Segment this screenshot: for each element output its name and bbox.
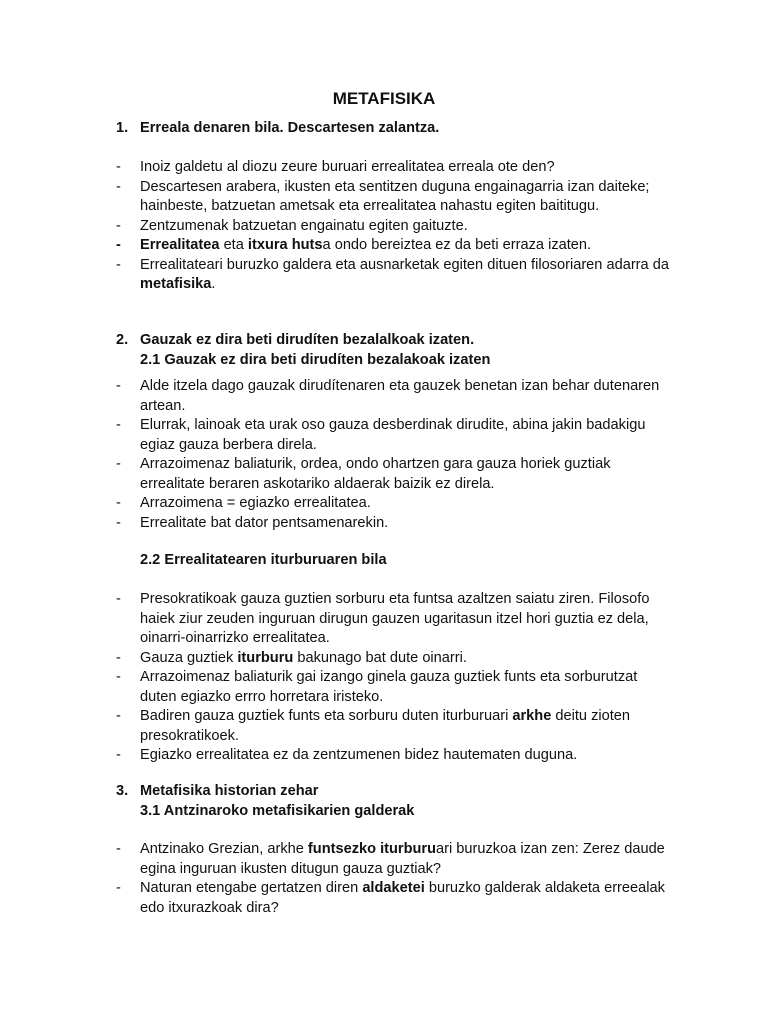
bullet: - [116,237,121,253]
list-item: - Arrazoimenaz baliaturik, ordea, ondo ohartzen gara gauza horiek guztiak errealitate beraren askotariko aldaerak baizik ez direla. [116,455,676,494]
bullet: - [116,495,121,511]
list-item: - Egiazko errealitatea ez da zentzumenen bidez hautematen duguna. [116,746,676,766]
list-item: - Arrazoimena = egiazko errealitatea. [116,494,676,514]
section-number: 3. [116,783,129,799]
list-item: - Elurrak, lainoak eta urak oso gauza desberdinak dirudite, abina jakin badakigu egiaz gauza berbera direla. [116,416,676,455]
section-1-heading [116,119,676,139]
section-1 [116,119,676,139]
section-3-heading [116,782,676,802]
bullet: - [116,256,121,273]
subsection-3-1-heading: 3.1 Antzinaroko metafisikarien galderak [140,802,415,819]
list-item: - Zentzumenak batzuetan engainatu egiten gaituzte. [116,217,676,237]
section-number: 1. [116,120,129,136]
bullet: - [116,514,121,531]
bullet: - [116,378,121,394]
document-title: METAFISIKA [332,89,436,108]
section-2-heading [116,331,676,351]
bullet: - [116,747,121,763]
bullet: - [116,880,121,896]
section-3 [116,782,676,821]
subsection-2-2 [116,551,676,571]
section-2-2-list [116,590,676,766]
bullet: - [116,841,121,857]
list-item: - Badiren gauza guztiek funts eta sorburu duten iturburuari arkhe deitu zioten presokratikoek. [116,707,676,746]
bullet: - [116,591,121,607]
bullet: - [116,456,121,472]
section-2-1-list [116,377,676,533]
list-item: - Gauza guztiek iturburu bakunago bat dute oinarri. [116,649,676,669]
bullet: - [116,417,121,433]
section-title: Gauzak ez dira beti dirudíten bezalalkoak izaten. [140,332,475,348]
section-title: Erreala denaren bila. Descartesen zalantza. [140,120,440,136]
section-2 [116,331,676,370]
list-item: - Errealitatea eta itxura hutsa ondo bereiztea ez da beti erraza izaten. [116,236,676,256]
list-item: - Errealitateari buruzko galdera eta ausnarketak egiten dituen filosoriaren adarra da metafisika. [116,256,676,295]
bullet: - [116,649,121,666]
subsection-2-2-heading: 2.2 Errealitatearen iturburuaren bila [140,552,387,568]
bullet: - [116,178,121,195]
bullet: - [116,708,121,724]
list-item: - Antzinako Grezian, arkhe funtsezko iturburuari buruzkoa izan zen: Zerez daude egina inguruan ikusten ditugun gauza guztiak? [116,840,676,879]
bullet: - [116,669,121,685]
list-item: - Arrazoimenaz baliaturik gai izango ginela gauza guztiek funts eta sorburutzat duten egiazko errro horretara iristeko. [116,668,676,707]
section-title: Metafisika historian zehar [140,783,319,799]
list-item: - Descartesen arabera, ikusten eta sentitzen duguna engainagarria izan daiteke; hainbeste, batzuetan ametsak eta errealitatea nahastu egiten baititugu. [116,178,676,217]
list-item: - Alde itzela dago gauzak dirudítenaren eta gauzek benetan izan behar dutenaren artean. [116,377,676,416]
list-item: - Presokratikoak gauza guztien sorburu eta funtsa azaltzen saiatu ziren. Filosofo haiek ziur zeuden inguruan dirugun gauzen ugaritasun itzel hori guztia ez dela, oinarri-oinarrizko errealitatea. [116,590,676,649]
subsection-2-1-heading: 2.1 Gauzak ez dira beti dirudíten bezalakoak izaten [140,351,491,368]
bullet: - [116,217,121,234]
section-number: 2. [116,332,129,348]
list-item: - Naturan etengabe gertatzen diren aldaketei buruzko galderak aldaketa erreealak edo itxurazkoak dira? [116,879,676,918]
section-3-1-list [116,840,676,918]
list-item: - Inoiz galdetu al diozu zeure buruari errealitatea erreala ote den? [116,158,676,178]
bullet: - [116,159,121,175]
section-1-list [116,158,676,295]
list-item: - Errealitate bat dator pentsamenarekin. [116,514,676,534]
